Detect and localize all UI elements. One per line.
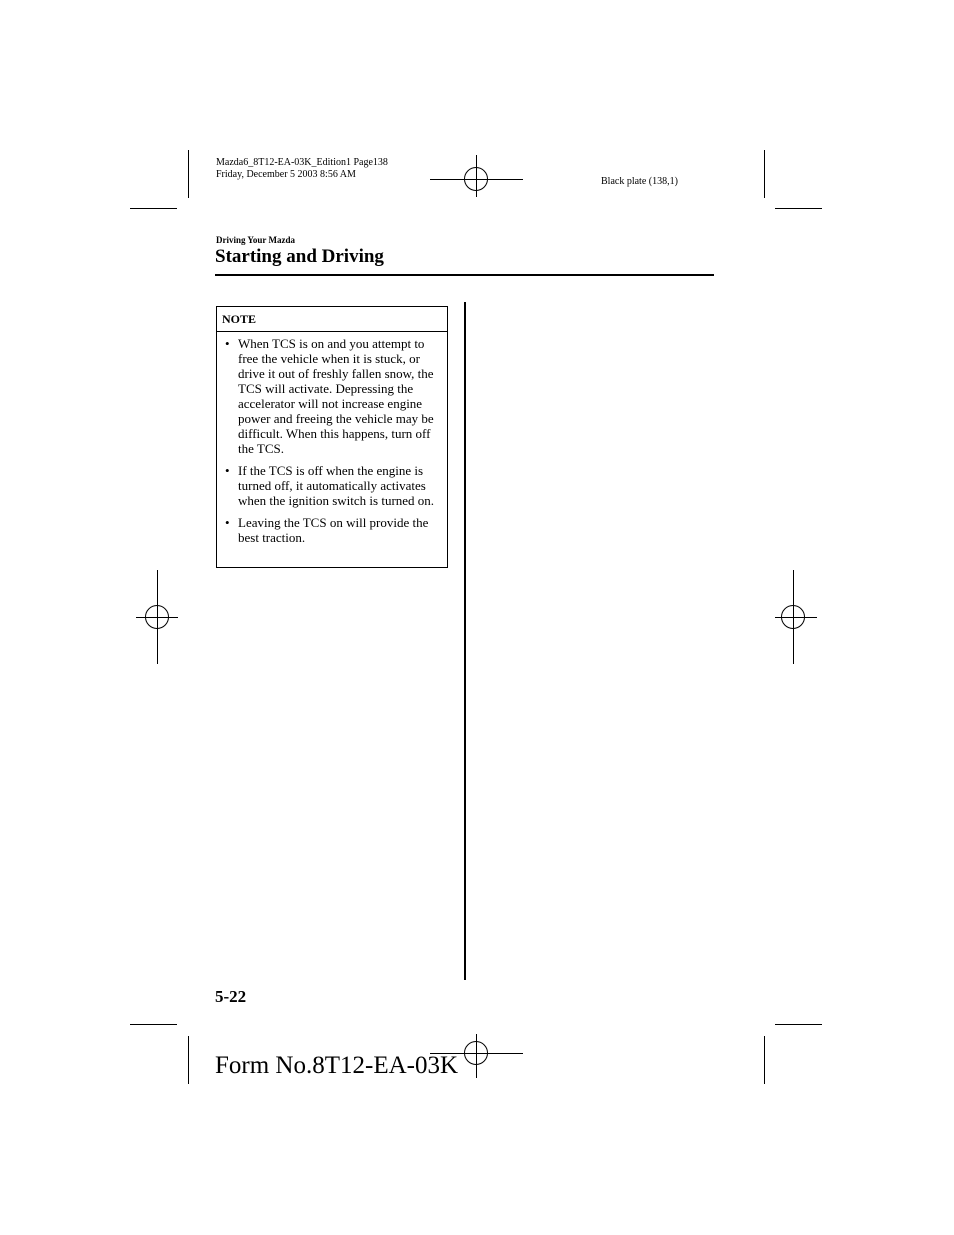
- note-box: [216, 306, 448, 568]
- note-item-text: If the TCS is off when the engine is turned off, it automatically activates when the ignition switch is turned on.: [238, 463, 435, 508]
- plate-label: Black plate (138,1): [601, 176, 678, 187]
- crop-mark-top-left-horizontal: [130, 208, 177, 209]
- crop-mark-bottom-right-vertical: [764, 1036, 765, 1084]
- section-category: Driving Your Mazda: [216, 235, 296, 245]
- page-title: Starting and Driving: [215, 246, 384, 267]
- title-rule: [215, 274, 714, 276]
- note-item-text: Leaving the TCS on will provide the best traction.: [238, 515, 429, 545]
- note-item-1: [225, 336, 443, 456]
- note-item-2: [225, 463, 443, 508]
- crop-mark-bottom-left-horizontal: [130, 1024, 177, 1025]
- print-info-line-2: Friday, December 5 2003 8:56 AM: [216, 169, 356, 180]
- print-info-line-1: Mazda6_8T12-EA-03K_Edition1 Page138: [216, 157, 388, 168]
- crop-mark-top-right-horizontal: [775, 208, 822, 209]
- note-item-3: [225, 515, 443, 545]
- bullet-icon: •: [225, 336, 230, 351]
- note-item-text: When TCS is on and you attempt to free the vehicle when it is stuck, or drive it out of freshly fallen snow, the TCS will activate. Depressing the accelerator will not increase engine power and freeing the vehicle may be difficult. When this happens, turn off the TCS.: [238, 336, 434, 456]
- column-divider: [464, 302, 466, 980]
- note-header: NOTE: [217, 307, 447, 332]
- crop-mark-bottom-right-horizontal: [775, 1024, 822, 1025]
- form-number: Form No.8T12-EA-03K: [215, 1052, 459, 1079]
- crop-mark-top-left-vertical: [188, 150, 189, 198]
- note-list: [217, 332, 447, 545]
- crop-mark-bottom-left-vertical: [188, 1036, 189, 1084]
- bullet-icon: •: [225, 515, 230, 530]
- crop-mark-top-right-vertical: [764, 150, 765, 198]
- page-number: 5-22: [215, 987, 247, 1006]
- bullet-icon: •: [225, 463, 230, 478]
